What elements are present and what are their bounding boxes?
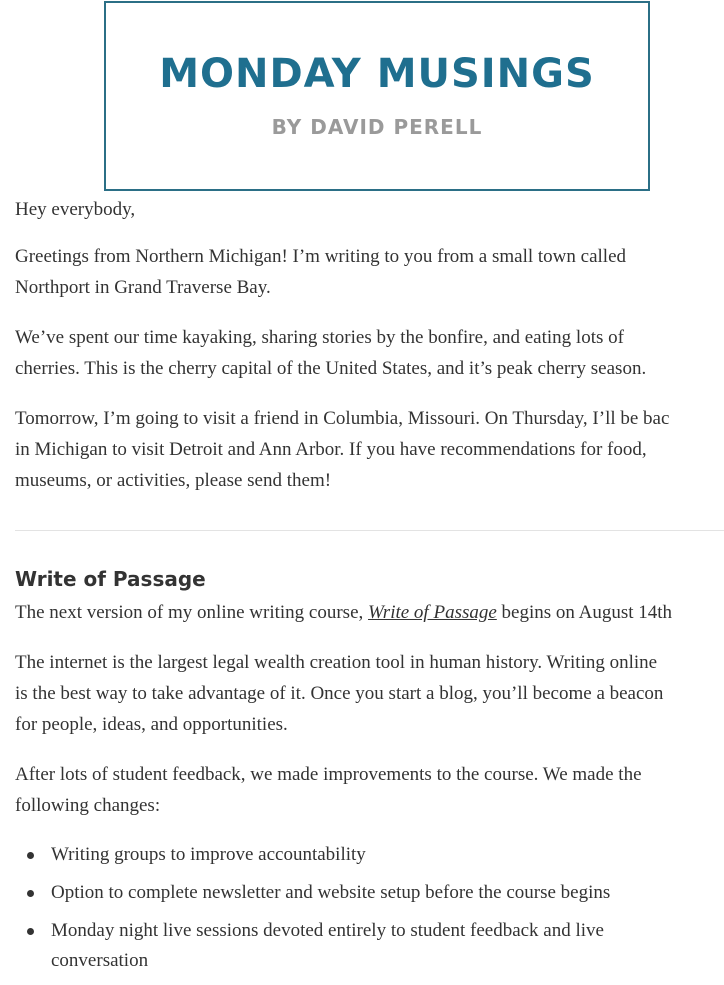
course-paragraph-2-line-3: for people, ideas, and opportunities. [15,714,288,735]
course-paragraph-1-after: begins on August 14th [496,602,673,623]
intro-paragraph-1 [15,241,724,303]
intro-paragraph-1-line-2: Northport in Grand Traverse Bay. [15,277,271,298]
section-divider [15,530,724,531]
course-paragraph-3-line-2: following changes: [15,795,161,816]
course-paragraph-1 [15,597,724,628]
list-item-text-continued: conversation [51,950,149,971]
newsletter-header-banner [104,1,650,191]
write-of-passage-link[interactable]: Write of Passage [368,602,497,623]
course-paragraph-2-line-2: is the best way to take advantage of it. Once you start a blog, you’ll become a beacon [15,683,664,704]
list-item-text: Option to complete newsletter and website setup before the course begins [51,882,611,903]
greeting-text: Hey everybody, [15,199,136,220]
course-paragraph-3 [15,759,724,821]
list-item-text: Monday night live sessions devoted entirely to student feedback and live [51,920,604,941]
list-item-text: Writing groups to improve accountability [51,844,366,865]
bullet-icon [27,890,34,897]
newsletter-logo-title: MONDAY MUSINGS [159,51,595,97]
intro-paragraph-2 [15,322,724,384]
list-item [51,878,724,908]
course-paragraph-2-line-1: The internet is the largest legal wealth creation tool in human history. Writing online [15,652,658,673]
changes-list [15,840,724,976]
bullet-icon [27,928,34,935]
section-heading: Write of Passage [15,567,206,591]
list-item [51,840,724,870]
newsletter-logo-subtitle: BY DAVID PERELL [271,115,483,139]
intro-paragraph-3-line-2: in Michigan to visit Detroit and Ann Arbor. If you have recommendations for food, [15,439,647,460]
intro-paragraph-2-line-2: cherries. This is the cherry capital of the United States, and it’s peak cherry season. [15,358,647,379]
course-paragraph-1-before: The next version of my online writing course, [15,602,369,623]
intro-paragraph-3-line-3: museums, or activities, please send them! [15,470,332,491]
intro-paragraph-3-line-1: Tomorrow, I’m going to visit a friend in Columbia, Missouri. On Thursday, I’ll be bac [15,408,670,429]
bullet-icon [27,852,34,859]
course-paragraph-3-line-1: After lots of student feedback, we made improvements to the course. We made the [15,764,642,785]
intro-paragraph-1-line-1: Greetings from Northern Michigan! I’m writing to you from a small town called [15,246,627,267]
newsletter-body [15,194,724,984]
intro-paragraph-3 [15,403,724,496]
intro-paragraph-2-line-1: We’ve spent our time kayaking, sharing stories by the bonfire, and eating lots of [15,327,624,348]
course-paragraph-2 [15,647,724,740]
list-item [51,916,724,976]
